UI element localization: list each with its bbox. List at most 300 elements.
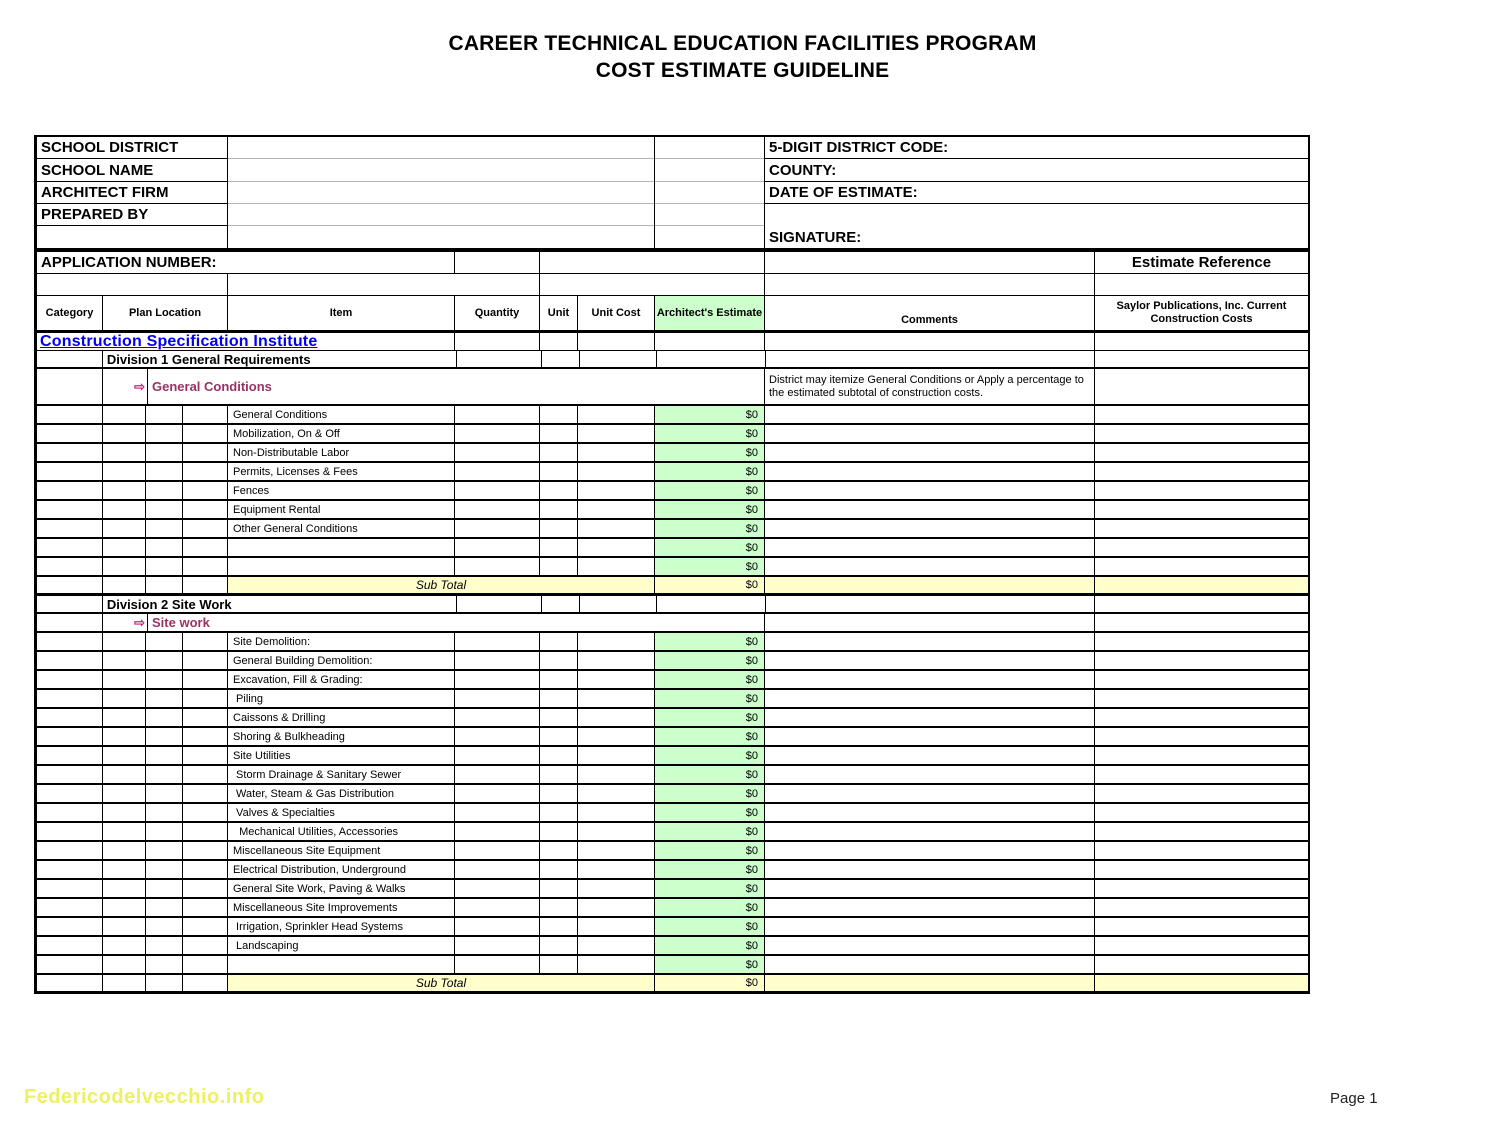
category-cell[interactable] [37, 539, 103, 556]
table-row [37, 406, 1308, 425]
unit-cell[interactable] [540, 785, 578, 802]
category-cell[interactable] [37, 633, 103, 650]
plan-location-cell[interactable] [183, 937, 228, 954]
plan-location-cell[interactable] [103, 652, 146, 669]
unit-cell[interactable] [540, 520, 578, 537]
plan-location-cell[interactable] [183, 406, 228, 423]
plan-location-cell[interactable] [146, 918, 183, 935]
plan-location-cell[interactable] [103, 520, 146, 537]
quantity-cell[interactable] [455, 918, 540, 935]
plan-location-cell[interactable] [146, 709, 183, 726]
comments-cell[interactable] [765, 633, 1095, 650]
plan-location-cell[interactable] [146, 728, 183, 745]
item-label: Fences [228, 482, 455, 499]
plan-location-cell[interactable] [103, 671, 146, 688]
plan-location-cell[interactable] [183, 880, 228, 897]
plan-location-cell[interactable] [183, 425, 228, 442]
table-row [37, 766, 1308, 785]
plan-location-cell[interactable] [103, 823, 146, 840]
quantity-cell[interactable] [455, 482, 540, 499]
comments-cell[interactable] [765, 520, 1095, 537]
architect-firm-input[interactable] [228, 182, 654, 204]
signature-field[interactable] [765, 204, 1308, 248]
subtotal-label: Sub Total [228, 975, 655, 991]
item-label: Water, Steam & Gas Distribution [228, 785, 455, 802]
quantity-cell[interactable] [455, 728, 540, 745]
quantity-cell[interactable] [455, 425, 540, 442]
plan-location-cell[interactable] [103, 956, 146, 973]
item-label: General Site Work, Paving & Walks [228, 880, 455, 897]
unit-cell[interactable] [540, 747, 578, 764]
quantity-cell[interactable] [455, 444, 540, 461]
date-of-estimate-field[interactable] [765, 182, 1308, 204]
plan-location-cell[interactable] [103, 766, 146, 783]
saylor-cell [1095, 823, 1308, 840]
watermark: Federicodelvecchio.info [24, 1086, 265, 1108]
application-number-cell[interactable] [765, 252, 1095, 273]
table-row [37, 482, 1308, 501]
unit-cost-cell[interactable] [578, 918, 655, 935]
plan-location-cell[interactable] [103, 899, 146, 916]
saylor-cell [1095, 558, 1308, 575]
construction-specification-institute-link[interactable]: Construction Specification Institute [40, 333, 318, 350]
plan-location-cell[interactable] [146, 558, 183, 575]
quantity-cell[interactable] [455, 690, 540, 707]
unit-cost-cell[interactable] [578, 633, 655, 650]
table-row [37, 690, 1308, 709]
division-title: Division 1 General Requirements [103, 351, 457, 367]
plan-location-cell[interactable] [146, 861, 183, 878]
plan-location-cell[interactable] [183, 823, 228, 840]
plan-location-cell[interactable] [183, 804, 228, 821]
plan-location-cell[interactable] [183, 918, 228, 935]
item-label [228, 956, 455, 973]
plan-location-cell[interactable] [183, 709, 228, 726]
plan-location-cell[interactable] [146, 463, 183, 480]
category-cell[interactable] [37, 652, 103, 669]
plan-location-cell[interactable] [103, 842, 146, 859]
comments-cell[interactable] [765, 652, 1095, 669]
unit-cost-cell[interactable] [578, 406, 655, 423]
architects-estimate-cell: $0 [655, 482, 765, 499]
plan-location-cell[interactable] [183, 861, 228, 878]
category-cell[interactable] [37, 937, 103, 954]
category-cell[interactable] [37, 918, 103, 935]
page-number: Page 1 [1330, 1090, 1378, 1107]
plan-location-cell[interactable] [183, 501, 228, 518]
unit-cell[interactable] [540, 690, 578, 707]
table-row [37, 444, 1308, 463]
architects-estimate-cell: $0 [655, 956, 765, 973]
unit-cost-cell[interactable] [578, 709, 655, 726]
category-cell[interactable] [37, 406, 103, 423]
category-cell[interactable] [37, 842, 103, 859]
plan-location-cell[interactable] [183, 633, 228, 650]
unit-cell[interactable] [540, 501, 578, 518]
comments-cell[interactable] [765, 690, 1095, 707]
plan-location-cell[interactable] [146, 804, 183, 821]
category-cell[interactable] [37, 899, 103, 916]
application-number-cell[interactable] [455, 252, 540, 273]
category-cell[interactable] [37, 501, 103, 518]
plan-location-cell[interactable] [103, 406, 146, 423]
district-code-field[interactable] [765, 137, 1308, 159]
comments-cell[interactable] [765, 899, 1095, 916]
subtotal-estimate: $0 [655, 577, 765, 593]
plan-location-cell[interactable] [183, 842, 228, 859]
comments-cell[interactable] [765, 444, 1095, 461]
item-label: Irrigation, Sprinkler Head Systems [228, 918, 455, 935]
quantity-cell[interactable] [455, 823, 540, 840]
table-row [37, 899, 1308, 918]
plan-location-cell[interactable] [146, 937, 183, 954]
comments-cell[interactable] [765, 880, 1095, 897]
unit-cost-cell[interactable] [578, 766, 655, 783]
unit-cost-cell[interactable] [578, 956, 655, 973]
quantity-cell[interactable] [455, 652, 540, 669]
plan-location-cell[interactable] [146, 766, 183, 783]
unit-cost-cell[interactable] [578, 539, 655, 556]
table-row [37, 520, 1308, 539]
saylor-cell [1095, 899, 1308, 916]
item-label [228, 539, 455, 556]
plan-location-cell[interactable] [183, 728, 228, 745]
plan-location-cell[interactable] [103, 918, 146, 935]
unit-cost-cell[interactable] [578, 861, 655, 878]
unit-cell[interactable] [540, 956, 578, 973]
unit-cost-cell[interactable] [578, 880, 655, 897]
comments-cell[interactable] [765, 861, 1095, 878]
unit-cost-cell[interactable] [578, 558, 655, 575]
table-row [37, 861, 1308, 880]
saylor-cell [1095, 690, 1308, 707]
plan-location-cell[interactable] [103, 558, 146, 575]
comments-cell[interactable] [765, 539, 1095, 556]
category-cell[interactable] [37, 709, 103, 726]
plan-location-cell[interactable] [146, 652, 183, 669]
quantity-cell[interactable] [455, 842, 540, 859]
unit-cost-cell[interactable] [578, 444, 655, 461]
plan-location-cell[interactable] [183, 558, 228, 575]
plan-location-cell[interactable] [103, 690, 146, 707]
prepared-by-input[interactable] [228, 204, 654, 226]
plan-location-cell[interactable] [146, 671, 183, 688]
quantity-cell[interactable] [455, 539, 540, 556]
unit-cell[interactable] [540, 539, 578, 556]
item-label: Miscellaneous Site Improvements [228, 899, 455, 916]
application-number-cell[interactable] [540, 252, 765, 273]
comments-cell[interactable] [765, 482, 1095, 499]
saylor-cell [1095, 520, 1308, 537]
source-row [37, 333, 1308, 351]
comments-cell[interactable] [765, 425, 1095, 442]
unit-cost-cell[interactable] [578, 425, 655, 442]
category-cell[interactable] [37, 785, 103, 802]
plan-location-cell[interactable] [146, 747, 183, 764]
plan-location-cell[interactable] [146, 406, 183, 423]
saylor-cell [1095, 937, 1308, 954]
plan-location-cell[interactable] [183, 652, 228, 669]
plan-location-cell[interactable] [146, 633, 183, 650]
unit-cost-cell[interactable] [578, 842, 655, 859]
item-label: General Building Demolition: [228, 652, 455, 669]
category-cell[interactable] [37, 728, 103, 745]
category-label: General Conditions [148, 369, 765, 404]
plan-location-cell[interactable] [183, 444, 228, 461]
plan-location-cell[interactable] [183, 747, 228, 764]
saylor-cell [1095, 482, 1308, 499]
plan-location-cell[interactable] [103, 425, 146, 442]
item-column-header: Item [228, 296, 455, 330]
unit-cost-column-header: Unit Cost [578, 296, 655, 330]
plan-location-cell[interactable] [146, 444, 183, 461]
table-row [37, 880, 1308, 899]
plan-location-cell[interactable] [183, 520, 228, 537]
item-label: Landscaping [228, 937, 455, 954]
architects-estimate-column-header: Architect's Estimate [655, 296, 765, 330]
architects-estimate-cell: $0 [655, 652, 765, 669]
architects-estimate-cell: $0 [655, 747, 765, 764]
plan-location-cell[interactable] [103, 633, 146, 650]
plan-location-cell[interactable] [183, 463, 228, 480]
plan-location-cell[interactable] [183, 899, 228, 916]
table-row [37, 842, 1308, 861]
form-gap-column [655, 137, 765, 248]
plan-location-cell[interactable] [146, 539, 183, 556]
category-row [37, 369, 1308, 406]
unit-cell[interactable] [540, 899, 578, 916]
plan-location-cell[interactable] [146, 823, 183, 840]
unit-cell[interactable] [540, 918, 578, 935]
quantity-cell[interactable] [455, 899, 540, 916]
unit-cost-cell[interactable] [578, 899, 655, 916]
category-cell[interactable] [37, 482, 103, 499]
unit-cost-cell[interactable] [578, 671, 655, 688]
category-cell[interactable] [37, 558, 103, 575]
plan-location-cell[interactable] [103, 747, 146, 764]
comments-cell[interactable] [765, 463, 1095, 480]
category-cell[interactable] [37, 880, 103, 897]
plan-location-cell[interactable] [183, 766, 228, 783]
item-label: Other General Conditions [228, 520, 455, 537]
unit-cell[interactable] [540, 823, 578, 840]
unit-cost-cell[interactable] [578, 785, 655, 802]
comments-cell[interactable] [765, 747, 1095, 764]
architects-estimate-cell: $0 [655, 804, 765, 821]
quantity-cell[interactable] [455, 671, 540, 688]
quantity-cell[interactable] [455, 880, 540, 897]
school-district-label: SCHOOL DISTRICT [41, 139, 179, 156]
unit-cost-cell[interactable] [578, 823, 655, 840]
unit-cell[interactable] [540, 728, 578, 745]
unit-cost-cell[interactable] [578, 463, 655, 480]
item-label: Shoring & Bulkheading [228, 728, 455, 745]
plan-location-cell[interactable] [103, 880, 146, 897]
plan-location-cell[interactable] [183, 690, 228, 707]
unit-cell[interactable] [540, 861, 578, 878]
quantity-cell[interactable] [455, 633, 540, 650]
unit-cell[interactable] [540, 671, 578, 688]
quantity-cell[interactable] [455, 766, 540, 783]
quantity-cell[interactable] [455, 747, 540, 764]
unit-cell[interactable] [540, 482, 578, 499]
table-row [37, 823, 1308, 842]
unit-cost-cell[interactable] [578, 652, 655, 669]
plan-location-cell[interactable] [103, 861, 146, 878]
comments-cell[interactable] [765, 785, 1095, 802]
plan-location-cell[interactable] [146, 880, 183, 897]
unit-cell[interactable] [540, 937, 578, 954]
plan-location-cell[interactable] [146, 899, 183, 916]
quantity-cell[interactable] [455, 520, 540, 537]
plan-location-cell[interactable] [103, 463, 146, 480]
architects-estimate-cell: $0 [655, 709, 765, 726]
plan-location-cell[interactable] [146, 842, 183, 859]
saylor-column-header: Saylor Publications, Inc. Current Construction Costs [1116, 300, 1287, 325]
quantity-cell[interactable] [455, 558, 540, 575]
unit-cost-cell[interactable] [578, 690, 655, 707]
item-label: Piling [228, 690, 455, 707]
comments-cell[interactable] [765, 501, 1095, 518]
plan-location-cell[interactable] [103, 709, 146, 726]
unit-cost-cell[interactable] [578, 501, 655, 518]
plan-location-cell[interactable] [146, 956, 183, 973]
category-cell[interactable] [37, 671, 103, 688]
saylor-cell [1095, 633, 1308, 650]
unit-cost-cell[interactable] [578, 520, 655, 537]
category-arrow-icon: ⇨ [103, 369, 148, 404]
saylor-cell [1095, 861, 1308, 878]
unit-cell[interactable] [540, 842, 578, 859]
unit-cost-cell[interactable] [578, 747, 655, 764]
plan-location-cell[interactable] [183, 482, 228, 499]
comments-cell[interactable] [765, 406, 1095, 423]
category-cell[interactable] [37, 690, 103, 707]
comments-cell[interactable] [765, 937, 1095, 954]
unit-cell[interactable] [540, 880, 578, 897]
unit-cell[interactable] [540, 633, 578, 650]
unit-cell[interactable] [540, 766, 578, 783]
comments-cell[interactable] [765, 671, 1095, 688]
architects-estimate-cell: $0 [655, 690, 765, 707]
category-cell[interactable] [37, 463, 103, 480]
category-cell[interactable] [37, 747, 103, 764]
school-district-input[interactable] [228, 137, 654, 159]
comments-cell[interactable] [765, 804, 1095, 821]
item-label: Valves & Specialties [228, 804, 455, 821]
plan-location-cell[interactable] [103, 937, 146, 954]
unit-cell[interactable] [540, 804, 578, 821]
category-cell[interactable] [37, 861, 103, 878]
quantity-cell[interactable] [455, 463, 540, 480]
unit-cell[interactable] [540, 463, 578, 480]
quantity-cell[interactable] [455, 406, 540, 423]
category-cell[interactable] [37, 766, 103, 783]
quantity-cell[interactable] [455, 861, 540, 878]
unit-cell[interactable] [540, 406, 578, 423]
category-row [37, 614, 1308, 633]
plan-location-cell[interactable] [103, 728, 146, 745]
item-label: Site Utilities [228, 747, 455, 764]
quantity-cell[interactable] [455, 785, 540, 802]
category-cell[interactable] [37, 956, 103, 973]
plan-location-cell[interactable] [103, 444, 146, 461]
architects-estimate-cell: $0 [655, 899, 765, 916]
quantity-cell[interactable] [455, 709, 540, 726]
plan-location-cell[interactable] [103, 539, 146, 556]
category-cell[interactable] [37, 444, 103, 461]
category-cell[interactable] [37, 823, 103, 840]
unit-cost-cell[interactable] [578, 482, 655, 499]
plan-location-cell[interactable] [183, 956, 228, 973]
saylor-cell [1095, 709, 1308, 726]
application-number-label: APPLICATION NUMBER: [37, 252, 455, 273]
comments-cell[interactable] [765, 918, 1095, 935]
plan-location-cell[interactable] [103, 482, 146, 499]
saylor-cell [1095, 406, 1308, 423]
plan-location-cell[interactable] [146, 520, 183, 537]
unit-cell[interactable] [540, 425, 578, 442]
quantity-cell[interactable] [455, 956, 540, 973]
comments-cell[interactable] [765, 823, 1095, 840]
comments-cell[interactable] [765, 766, 1095, 783]
plan-location-cell[interactable] [183, 539, 228, 556]
category-cell[interactable] [37, 425, 103, 442]
unit-cost-cell[interactable] [578, 937, 655, 954]
form-blank-input[interactable] [228, 226, 654, 248]
plan-location-cell[interactable] [146, 482, 183, 499]
plan-location-cell[interactable] [146, 785, 183, 802]
unit-cost-cell[interactable] [578, 728, 655, 745]
table-row [37, 728, 1308, 747]
subtotal-row [37, 975, 1308, 994]
architects-estimate-cell: $0 [655, 406, 765, 423]
unit-cell[interactable] [540, 709, 578, 726]
quantity-cell[interactable] [455, 804, 540, 821]
plan-location-cell[interactable] [103, 501, 146, 518]
table-row [37, 804, 1308, 823]
comments-cell[interactable] [765, 709, 1095, 726]
unit-cell[interactable] [540, 652, 578, 669]
plan-location-cell[interactable] [146, 425, 183, 442]
school-name-input[interactable] [228, 159, 654, 182]
county-label: COUNTY: [769, 161, 837, 179]
plan-location-cell[interactable] [103, 785, 146, 802]
estimate-reference-label: Estimate Reference [1131, 254, 1272, 271]
comments-cell[interactable] [765, 728, 1095, 745]
architects-estimate-cell: $0 [655, 539, 765, 556]
unit-cell[interactable] [540, 444, 578, 461]
quantity-cell[interactable] [455, 501, 540, 518]
category-cell[interactable] [37, 804, 103, 821]
plan-location-cell[interactable] [146, 501, 183, 518]
unit-cost-cell[interactable] [578, 804, 655, 821]
unit-cell[interactable] [540, 558, 578, 575]
quantity-cell[interactable] [455, 937, 540, 954]
comments-cell[interactable] [765, 558, 1095, 575]
county-field[interactable] [765, 159, 1308, 182]
plan-location-cell[interactable] [146, 690, 183, 707]
plan-location-cell[interactable] [103, 804, 146, 821]
architects-estimate-cell: $0 [655, 823, 765, 840]
comments-cell[interactable] [765, 956, 1095, 973]
item-label: Storm Drainage & Sanitary Sewer [228, 766, 455, 783]
plan-location-cell[interactable] [183, 785, 228, 802]
plan-location-cell[interactable] [183, 671, 228, 688]
category-cell[interactable] [37, 520, 103, 537]
architects-estimate-cell: $0 [655, 558, 765, 575]
comments-cell[interactable] [765, 842, 1095, 859]
